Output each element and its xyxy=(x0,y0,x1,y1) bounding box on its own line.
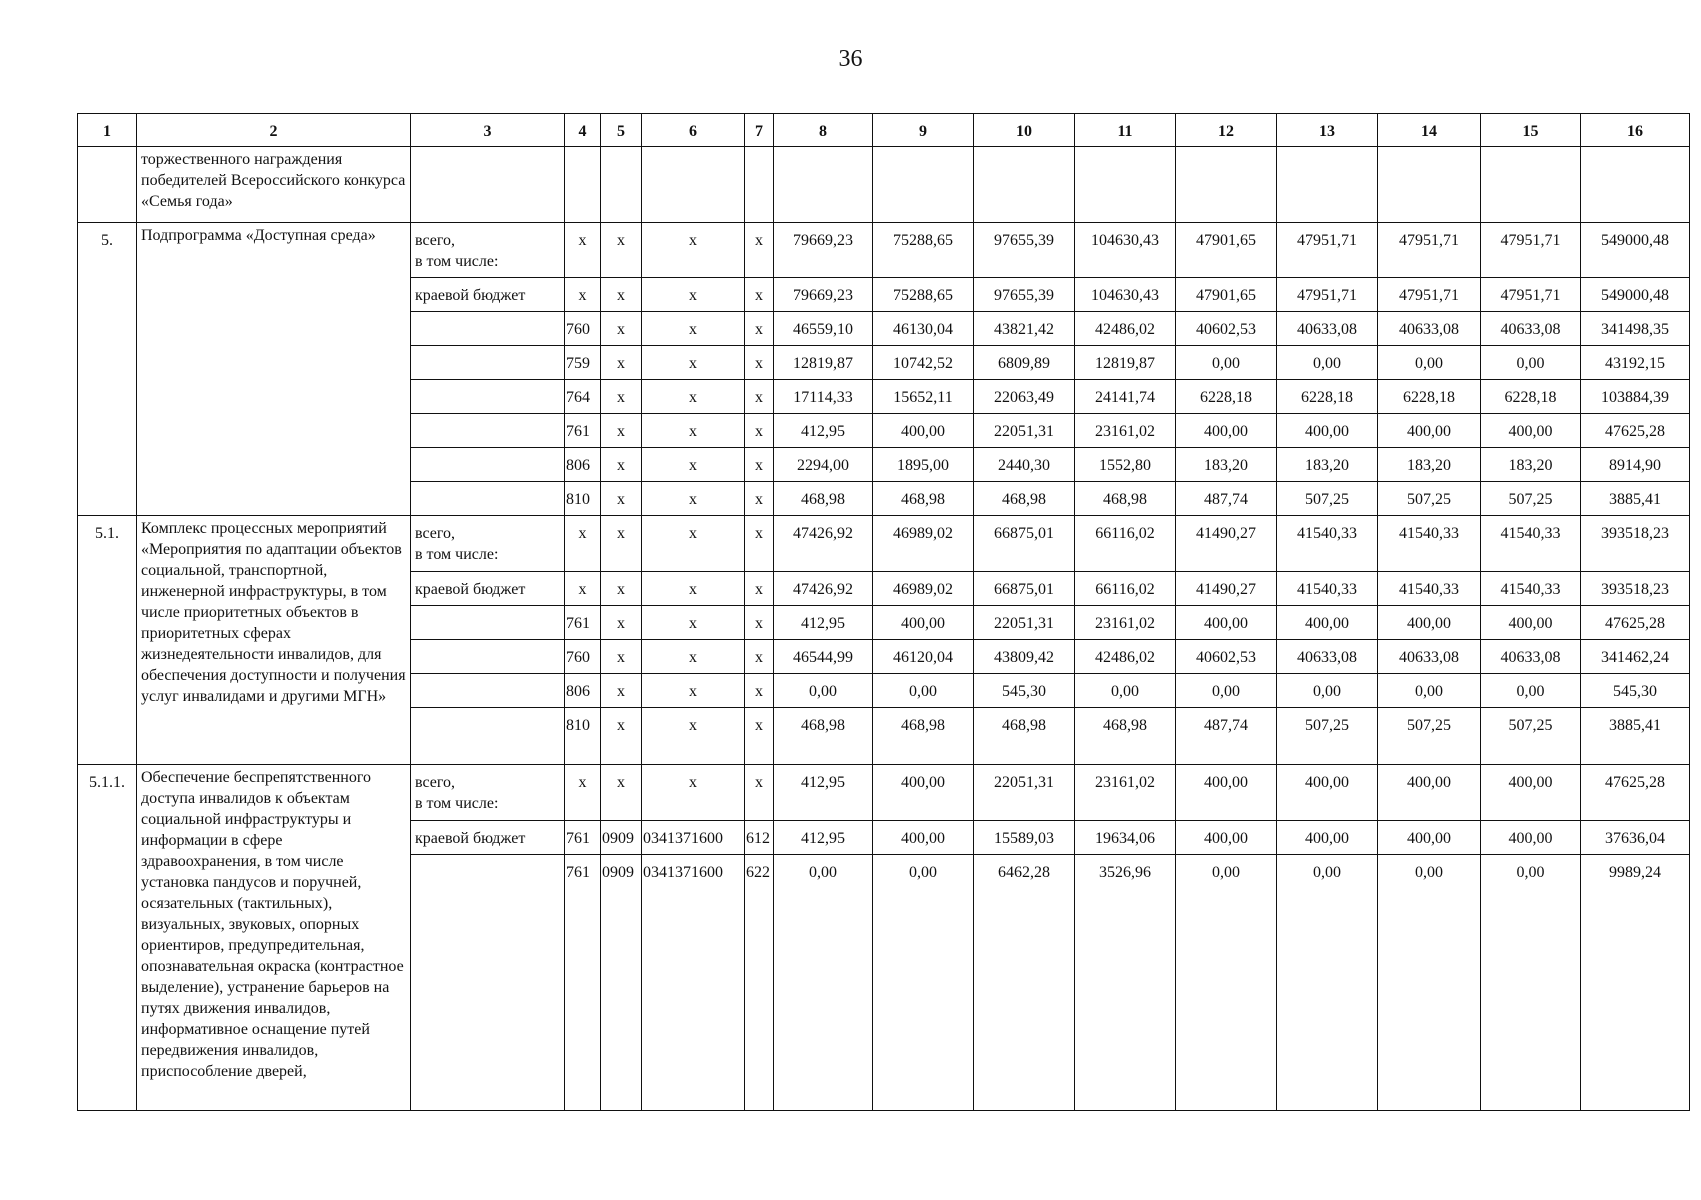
value-cell: 43821,42 xyxy=(974,312,1075,346)
value-cell: 15589,03 xyxy=(974,821,1075,855)
code-cell: х xyxy=(642,572,745,606)
empty-cell xyxy=(1378,147,1481,223)
table-row xyxy=(78,223,1690,278)
column-header: 1 xyxy=(78,114,137,147)
funding-source xyxy=(411,708,565,765)
code-cell: х xyxy=(601,223,642,278)
funding-source xyxy=(411,855,565,1111)
code-cell: х xyxy=(745,380,774,414)
value-cell: 6228,18 xyxy=(1481,380,1581,414)
item-name: Обеспечение беспрепятственного доступа инвалидов к объектам социальной инфраструктуры и информации в сфере здравоохранения, в том числе установка пандусов и поручней, осязательных (тактильных), визуальных, звуковых, опорных ориентиров, предупредительная, опознавательная окраска (контрастное выделение), устранение барьеров на путях движения инвалидов, информативное оснащение путей передвижения инвалидов, приспособление дверей, xyxy=(137,765,411,1111)
value-cell: 400,00 xyxy=(1481,821,1581,855)
value-cell: 549000,48 xyxy=(1581,223,1690,278)
empty-cell xyxy=(1176,147,1277,223)
empty-cell xyxy=(974,147,1075,223)
value-cell: 0,00 xyxy=(774,855,873,1111)
empty-cell xyxy=(642,147,745,223)
value-cell: 0,00 xyxy=(1378,855,1481,1111)
value-cell: 0,00 xyxy=(873,674,974,708)
value-cell: 46989,02 xyxy=(873,516,974,572)
code-cell: х xyxy=(745,516,774,572)
code-cell: 761 xyxy=(565,855,601,1111)
empty-cell xyxy=(873,147,974,223)
code-cell: х xyxy=(745,708,774,765)
page-number: 36 xyxy=(838,46,863,72)
value-cell: 393518,23 xyxy=(1581,572,1690,606)
value-cell: 97655,39 xyxy=(974,278,1075,312)
value-cell: 507,25 xyxy=(1481,482,1581,516)
value-cell: 0,00 xyxy=(1481,674,1581,708)
value-cell: 468,98 xyxy=(873,708,974,765)
value-cell: 400,00 xyxy=(1277,821,1378,855)
value-cell: 47951,71 xyxy=(1481,223,1581,278)
column-header: 9 xyxy=(873,114,974,147)
code-cell: х xyxy=(601,572,642,606)
value-cell: 41540,33 xyxy=(1378,516,1481,572)
value-cell: 412,95 xyxy=(774,606,873,640)
value-cell: 97655,39 xyxy=(974,223,1075,278)
value-cell: 400,00 xyxy=(1277,606,1378,640)
value-cell: 400,00 xyxy=(1378,821,1481,855)
value-cell: 0,00 xyxy=(1277,855,1378,1111)
value-cell: 183,20 xyxy=(1378,448,1481,482)
value-cell: 545,30 xyxy=(1581,674,1690,708)
value-cell: 6228,18 xyxy=(1277,380,1378,414)
value-cell: 6809,89 xyxy=(974,346,1075,380)
table-row xyxy=(78,147,1690,223)
column-header: 16 xyxy=(1581,114,1690,147)
code-cell: х xyxy=(745,346,774,380)
column-header: 13 xyxy=(1277,114,1378,147)
value-cell: 40633,08 xyxy=(1481,640,1581,674)
code-cell: х xyxy=(745,278,774,312)
code-cell: х xyxy=(642,606,745,640)
code-cell: 761 xyxy=(565,606,601,640)
value-cell: 41540,33 xyxy=(1277,516,1378,572)
code-cell: х xyxy=(642,708,745,765)
item-name: Комплекс процессных мероприятий «Мероприятия по адаптации объектов социальной, транспортной, инженерной инфраструктуры, в том числе приоритетных объектов в приоритетных сферах жизнедеятельности инвалидов, для обеспечения доступности и получения услуг инвалидами и другими МГН» xyxy=(137,516,411,765)
value-cell: 41490,27 xyxy=(1176,516,1277,572)
column-header: 3 xyxy=(411,114,565,147)
value-cell: 0,00 xyxy=(1176,346,1277,380)
code-cell: х xyxy=(601,414,642,448)
value-cell: 47951,71 xyxy=(1277,223,1378,278)
empty-cell xyxy=(601,147,642,223)
code-cell: 806 xyxy=(565,674,601,708)
code-cell: х xyxy=(745,674,774,708)
value-cell: 22051,31 xyxy=(974,414,1075,448)
code-cell: 761 xyxy=(565,821,601,855)
empty-cell xyxy=(1075,147,1176,223)
code-cell: 760 xyxy=(565,640,601,674)
value-cell: 47426,92 xyxy=(774,572,873,606)
value-cell: 22063,49 xyxy=(974,380,1075,414)
value-cell: 12819,87 xyxy=(774,346,873,380)
column-header: 8 xyxy=(774,114,873,147)
value-cell: 0,00 xyxy=(1176,855,1277,1111)
funding-source xyxy=(411,482,565,516)
value-cell: 0,00 xyxy=(1277,674,1378,708)
value-cell: 468,98 xyxy=(1075,708,1176,765)
funding-source xyxy=(411,312,565,346)
value-cell: 47625,28 xyxy=(1581,414,1690,448)
code-cell: х xyxy=(601,640,642,674)
value-cell: 507,25 xyxy=(1378,482,1481,516)
value-cell: 1895,00 xyxy=(873,448,974,482)
code-cell: 0909 xyxy=(601,855,642,1111)
value-cell: 15652,11 xyxy=(873,380,974,414)
value-cell: 468,98 xyxy=(974,482,1075,516)
code-cell: х xyxy=(601,312,642,346)
code-cell: х xyxy=(642,640,745,674)
value-cell: 47625,28 xyxy=(1581,606,1690,640)
funding-source xyxy=(411,414,565,448)
value-cell: 42486,02 xyxy=(1075,640,1176,674)
code-cell: х xyxy=(745,223,774,278)
code-cell: х xyxy=(565,278,601,312)
value-cell: 412,95 xyxy=(774,765,873,821)
value-cell: 40633,08 xyxy=(1378,640,1481,674)
value-cell: 75288,65 xyxy=(873,278,974,312)
budget-table xyxy=(77,113,1690,1111)
value-cell: 0,00 xyxy=(1481,855,1581,1111)
value-cell: 66875,01 xyxy=(974,516,1075,572)
code-cell: х xyxy=(745,414,774,448)
funding-source: всего, в том числе: xyxy=(411,223,565,278)
empty-cell xyxy=(411,147,565,223)
value-cell: 104630,43 xyxy=(1075,223,1176,278)
code-cell: х xyxy=(745,606,774,640)
value-cell: 41540,33 xyxy=(1481,516,1581,572)
code-cell: х xyxy=(601,606,642,640)
value-cell: 40602,53 xyxy=(1176,312,1277,346)
code-cell: х xyxy=(642,674,745,708)
code-cell: х xyxy=(745,312,774,346)
item-number: 5.1. xyxy=(78,516,137,765)
value-cell: 47426,92 xyxy=(774,516,873,572)
value-cell: 545,30 xyxy=(974,674,1075,708)
funding-source xyxy=(411,674,565,708)
code-cell: х xyxy=(601,765,642,821)
funding-source: всего, в том числе: xyxy=(411,516,565,572)
code-cell: х xyxy=(565,516,601,572)
value-cell: 6228,18 xyxy=(1378,380,1481,414)
code-cell: 0341371600 xyxy=(642,821,745,855)
value-cell: 341498,35 xyxy=(1581,312,1690,346)
value-cell: 0,00 xyxy=(1075,674,1176,708)
value-cell: 47901,65 xyxy=(1176,223,1277,278)
funding-source xyxy=(411,346,565,380)
value-cell: 400,00 xyxy=(873,414,974,448)
column-header: 12 xyxy=(1176,114,1277,147)
column-header: 10 xyxy=(974,114,1075,147)
value-cell: 468,98 xyxy=(873,482,974,516)
value-cell: 183,20 xyxy=(1176,448,1277,482)
value-cell: 400,00 xyxy=(1378,606,1481,640)
empty-cell xyxy=(1277,147,1378,223)
funding-source xyxy=(411,606,565,640)
value-cell: 42486,02 xyxy=(1075,312,1176,346)
value-cell: 47625,28 xyxy=(1581,765,1690,821)
funding-source: краевой бюджет xyxy=(411,821,565,855)
table-row xyxy=(78,516,1690,572)
value-cell: 549000,48 xyxy=(1581,278,1690,312)
value-cell: 507,25 xyxy=(1378,708,1481,765)
value-cell: 79669,23 xyxy=(774,278,873,312)
value-cell: 400,00 xyxy=(873,821,974,855)
value-cell: 0,00 xyxy=(1378,674,1481,708)
code-cell: х xyxy=(642,346,745,380)
code-cell: 0341371600 xyxy=(642,855,745,1111)
value-cell: 66116,02 xyxy=(1075,516,1176,572)
code-cell: х xyxy=(642,278,745,312)
value-cell: 400,00 xyxy=(1481,765,1581,821)
code-cell: х xyxy=(745,482,774,516)
value-cell: 2294,00 xyxy=(774,448,873,482)
code-cell: х xyxy=(642,516,745,572)
code-cell: х xyxy=(601,380,642,414)
value-cell: 412,95 xyxy=(774,821,873,855)
code-cell: 0909 xyxy=(601,821,642,855)
value-cell: 400,00 xyxy=(1176,414,1277,448)
value-cell: 75288,65 xyxy=(873,223,974,278)
code-cell: 759 xyxy=(565,346,601,380)
value-cell: 400,00 xyxy=(1378,414,1481,448)
value-cell: 0,00 xyxy=(873,855,974,1111)
value-cell: 0,00 xyxy=(1378,346,1481,380)
column-header: 11 xyxy=(1075,114,1176,147)
column-header: 15 xyxy=(1481,114,1581,147)
value-cell: 40633,08 xyxy=(1277,640,1378,674)
value-cell: 66875,01 xyxy=(974,572,1075,606)
code-cell: х xyxy=(601,482,642,516)
value-cell: 46544,99 xyxy=(774,640,873,674)
value-cell: 183,20 xyxy=(1481,448,1581,482)
item-number: 5. xyxy=(78,223,137,516)
value-cell: 400,00 xyxy=(1277,414,1378,448)
value-cell: 9989,24 xyxy=(1581,855,1690,1111)
code-cell: 622 xyxy=(745,855,774,1111)
item-name: Подпрограмма «Доступная среда» xyxy=(137,223,411,516)
code-cell: х xyxy=(601,516,642,572)
value-cell: 43809,42 xyxy=(974,640,1075,674)
code-cell: х xyxy=(642,223,745,278)
value-cell: 400,00 xyxy=(873,765,974,821)
column-header: 14 xyxy=(1378,114,1481,147)
value-cell: 47951,71 xyxy=(1378,223,1481,278)
column-header: 6 xyxy=(642,114,745,147)
value-cell: 487,74 xyxy=(1176,482,1277,516)
funding-source xyxy=(411,380,565,414)
value-cell: 8914,90 xyxy=(1581,448,1690,482)
value-cell: 40633,08 xyxy=(1378,312,1481,346)
funding-source: краевой бюджет xyxy=(411,278,565,312)
value-cell: 1552,80 xyxy=(1075,448,1176,482)
code-cell: 810 xyxy=(565,708,601,765)
funding-source xyxy=(411,448,565,482)
empty-cell xyxy=(1481,147,1581,223)
value-cell: 3885,41 xyxy=(1581,708,1690,765)
empty-cell xyxy=(745,147,774,223)
value-cell: 0,00 xyxy=(1176,674,1277,708)
value-cell: 400,00 xyxy=(1481,414,1581,448)
value-cell: 37636,04 xyxy=(1581,821,1690,855)
value-cell: 400,00 xyxy=(1176,821,1277,855)
row-number-cell xyxy=(78,147,137,223)
value-cell: 468,98 xyxy=(774,708,873,765)
value-cell: 79669,23 xyxy=(774,223,873,278)
code-cell: х xyxy=(565,223,601,278)
funding-source: краевой бюджет xyxy=(411,572,565,606)
code-cell: х xyxy=(642,380,745,414)
value-cell: 12819,87 xyxy=(1075,346,1176,380)
value-cell: 6462,28 xyxy=(974,855,1075,1111)
code-cell: х xyxy=(565,572,601,606)
value-cell: 412,95 xyxy=(774,414,873,448)
code-cell: х xyxy=(642,765,745,821)
value-cell: 22051,31 xyxy=(974,606,1075,640)
value-cell: 0,00 xyxy=(774,674,873,708)
code-cell: 760 xyxy=(565,312,601,346)
value-cell: 41540,33 xyxy=(1277,572,1378,606)
value-cell: 2440,30 xyxy=(974,448,1075,482)
value-cell: 103884,39 xyxy=(1581,380,1690,414)
code-cell: 810 xyxy=(565,482,601,516)
code-cell: 612 xyxy=(745,821,774,855)
value-cell: 43192,15 xyxy=(1581,346,1690,380)
value-cell: 41540,33 xyxy=(1378,572,1481,606)
code-cell: х xyxy=(745,765,774,821)
value-cell: 0,00 xyxy=(1277,346,1378,380)
code-cell: х xyxy=(745,448,774,482)
value-cell: 183,20 xyxy=(1277,448,1378,482)
value-cell: 17114,33 xyxy=(774,380,873,414)
funding-source: всего, в том числе: xyxy=(411,765,565,821)
value-cell: 19634,06 xyxy=(1075,821,1176,855)
empty-cell xyxy=(565,147,601,223)
value-cell: 46120,04 xyxy=(873,640,974,674)
code-cell: х xyxy=(745,572,774,606)
column-header: 5 xyxy=(601,114,642,147)
code-cell: х xyxy=(642,482,745,516)
column-header: 2 xyxy=(137,114,411,147)
value-cell: 400,00 xyxy=(1277,765,1378,821)
value-cell: 47901,65 xyxy=(1176,278,1277,312)
table-row xyxy=(78,765,1690,821)
value-cell: 40633,08 xyxy=(1277,312,1378,346)
code-cell: х xyxy=(601,278,642,312)
value-cell: 507,25 xyxy=(1481,708,1581,765)
code-cell: х xyxy=(745,640,774,674)
code-cell: х xyxy=(642,448,745,482)
value-cell: 6228,18 xyxy=(1176,380,1277,414)
code-cell: х xyxy=(601,708,642,765)
value-cell: 66116,02 xyxy=(1075,572,1176,606)
code-cell: х xyxy=(601,346,642,380)
value-cell: 41540,33 xyxy=(1481,572,1581,606)
code-cell: х xyxy=(642,414,745,448)
value-cell: 400,00 xyxy=(1176,765,1277,821)
value-cell: 400,00 xyxy=(1176,606,1277,640)
value-cell: 487,74 xyxy=(1176,708,1277,765)
value-cell: 393518,23 xyxy=(1581,516,1690,572)
value-cell: 104630,43 xyxy=(1075,278,1176,312)
value-cell: 341462,24 xyxy=(1581,640,1690,674)
value-cell: 40633,08 xyxy=(1481,312,1581,346)
funding-source xyxy=(411,640,565,674)
value-cell: 400,00 xyxy=(1481,606,1581,640)
code-cell: 761 xyxy=(565,414,601,448)
value-cell: 507,25 xyxy=(1277,482,1378,516)
value-cell: 3526,96 xyxy=(1075,855,1176,1111)
value-cell: 10742,52 xyxy=(873,346,974,380)
value-cell: 40602,53 xyxy=(1176,640,1277,674)
value-cell: 24141,74 xyxy=(1075,380,1176,414)
value-cell: 0,00 xyxy=(1481,346,1581,380)
column-header: 7 xyxy=(745,114,774,147)
value-cell: 46989,02 xyxy=(873,572,974,606)
value-cell: 468,98 xyxy=(974,708,1075,765)
value-cell: 3885,41 xyxy=(1581,482,1690,516)
code-cell: 764 xyxy=(565,380,601,414)
value-cell: 47951,71 xyxy=(1378,278,1481,312)
code-cell: х xyxy=(601,674,642,708)
code-cell: х xyxy=(565,765,601,821)
code-cell: х xyxy=(601,448,642,482)
value-cell: 41490,27 xyxy=(1176,572,1277,606)
value-cell: 23161,02 xyxy=(1075,765,1176,821)
value-cell: 400,00 xyxy=(1378,765,1481,821)
item-name: торжественного награждения победителей Всероссийского конкурса «Семья года» xyxy=(137,147,411,223)
empty-cell xyxy=(774,147,873,223)
value-cell: 47951,71 xyxy=(1481,278,1581,312)
value-cell: 46559,10 xyxy=(774,312,873,346)
value-cell: 507,25 xyxy=(1277,708,1378,765)
code-cell: 806 xyxy=(565,448,601,482)
empty-cell xyxy=(1581,147,1690,223)
value-cell: 22051,31 xyxy=(974,765,1075,821)
value-cell: 47951,71 xyxy=(1277,278,1378,312)
value-cell: 468,98 xyxy=(774,482,873,516)
header-row xyxy=(78,114,1690,147)
value-cell: 23161,02 xyxy=(1075,606,1176,640)
code-cell: х xyxy=(642,312,745,346)
item-number: 5.1.1. xyxy=(78,765,137,1111)
value-cell: 23161,02 xyxy=(1075,414,1176,448)
value-cell: 46130,04 xyxy=(873,312,974,346)
value-cell: 400,00 xyxy=(873,606,974,640)
column-header: 4 xyxy=(565,114,601,147)
value-cell: 468,98 xyxy=(1075,482,1176,516)
